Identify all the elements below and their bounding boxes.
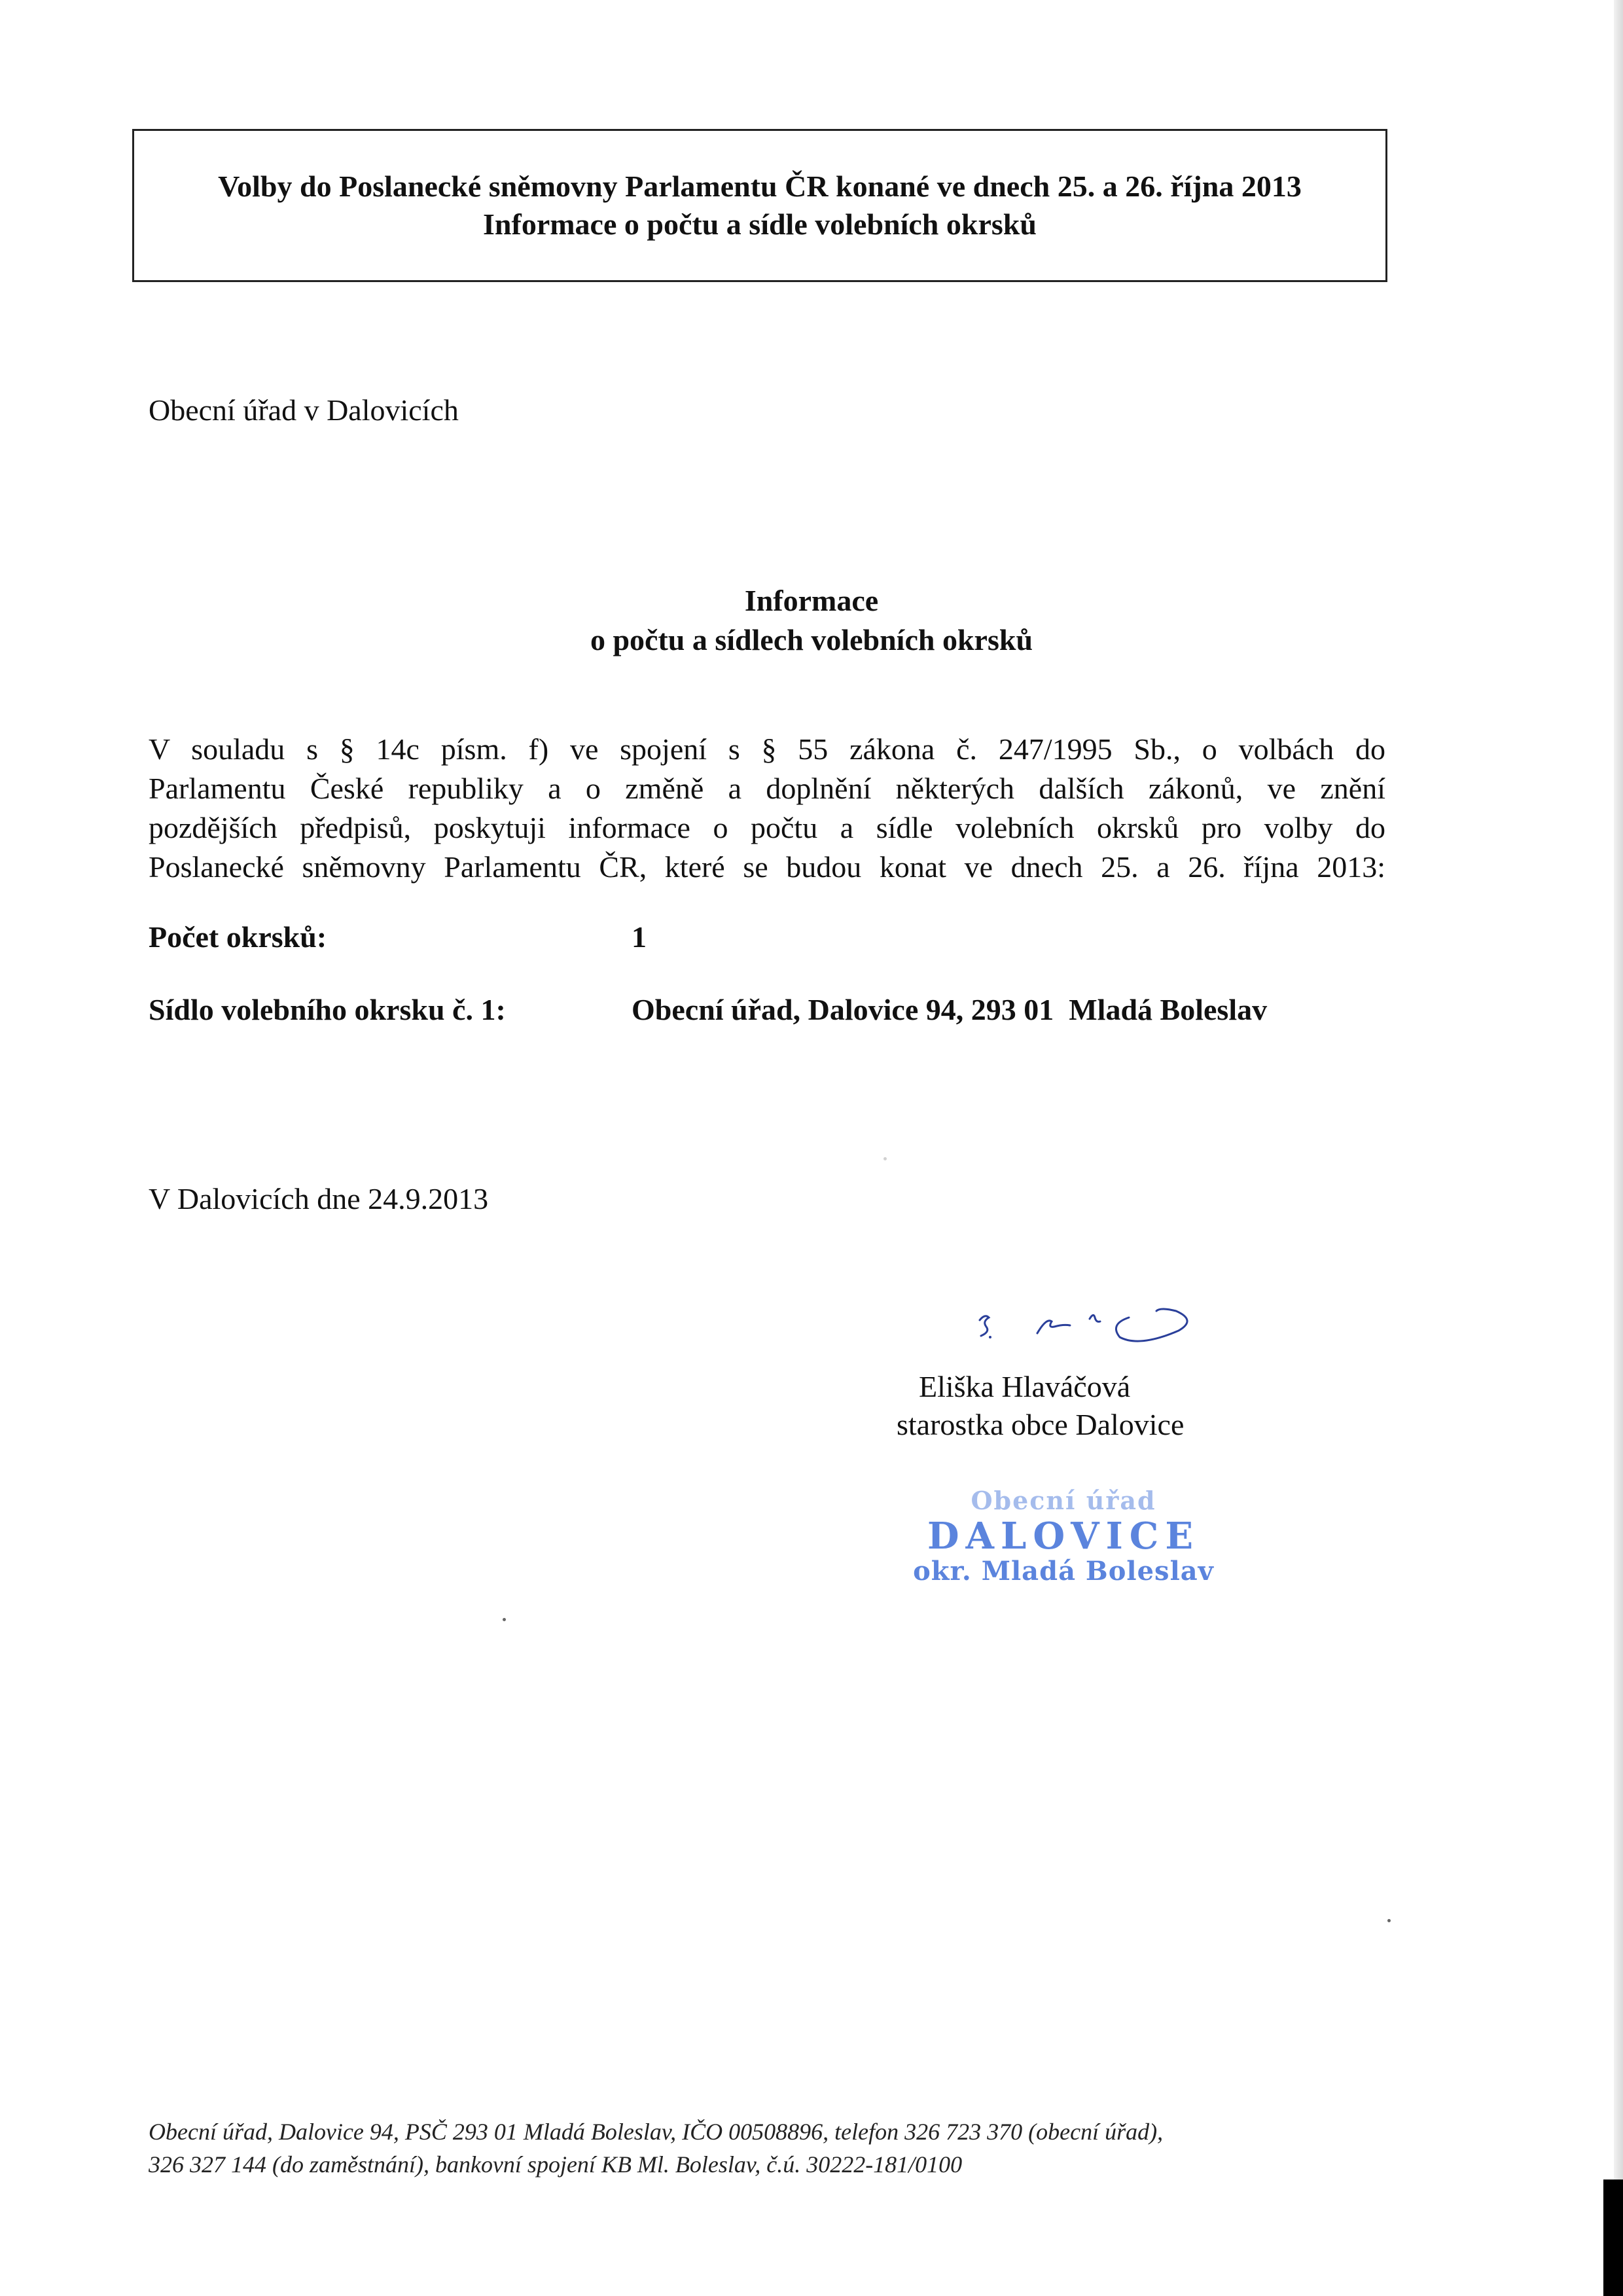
office-name: Obecní úřad v Dalovicích (149, 393, 459, 427)
scan-speck (1387, 1919, 1391, 1922)
paragraph-line-3: pozdějších předpisů, poskytuji informace o počtu a sídle volebních okrsků pro volby do (149, 811, 1385, 844)
header-box (132, 129, 1387, 282)
district-seat-value: Obecní úřad, Dalovice 94, 293 01 Mladá Boleslav (632, 993, 1268, 1026)
header-line-1: Volby do Poslanecké sněmovny Parlamentu ČR konané ve dnech 25. a 26. října 2013 (218, 170, 1302, 203)
paragraph-line-1: V souladu s § 14c písm. f) ve spojení s § 55 zákona č. 247/1995 Sb., o volbách do (149, 732, 1385, 766)
scan-edge (1614, 0, 1623, 2296)
stamp-line-2: DALOVICE (927, 1515, 1200, 1558)
paragraph-line-4: Poslanecké sněmovny Parlamentu ČR, které se budou konat ve dnech 25. a 26. října 2013: (149, 850, 1385, 884)
signer-block (897, 1368, 1184, 1444)
official-stamp (913, 1486, 1214, 1587)
footer-line-2: 326 327 144 (do zaměstnání), bankovní spojení KB Ml. Boleslav, č.ú. 30222-181/0100 (149, 2151, 963, 2178)
header-line-2: Informace o počtu a sídle volebních okrsků (483, 207, 1037, 241)
paragraph-line-2: Parlamentu České republiky a o změně a doplnění některých dalších zákonů, ve znění (149, 772, 1385, 805)
scan-edge-dark (1603, 2179, 1623, 2296)
district-seat-label: Sídlo volebního okrsku č. 1: (149, 993, 506, 1026)
signer-name: Eliška Hlaváčová (919, 1370, 1131, 1403)
scan-speck (883, 1157, 887, 1160)
district-count-value: 1 (632, 920, 647, 954)
footer-line-1: Obecní úřad, Dalovice 94, PSČ 293 01 Mladá Boleslav, IČO 00508896, telefon 326 723 370 (obecní úřad), (149, 2119, 1164, 2145)
handwritten-signature (965, 1293, 1227, 1352)
body-paragraph (149, 730, 1385, 887)
signer-role: starostka obce Dalovice (897, 1408, 1185, 1441)
stamp-line-3: okr. Mladá Boleslav (913, 1556, 1214, 1587)
title-line-2: o počtu a sídlech volebních okrsků (590, 623, 1033, 656)
footer-contact (149, 2115, 1392, 2181)
stamp-line-1: Obecní úřad (971, 1486, 1156, 1515)
title-line-1: Informace (744, 584, 879, 617)
document-title (0, 581, 1623, 660)
place-and-date: V Dalovicích dne 24.9.2013 (149, 1182, 489, 1215)
scan-speck (503, 1618, 506, 1621)
district-count-label: Počet okrsků: (149, 920, 327, 954)
